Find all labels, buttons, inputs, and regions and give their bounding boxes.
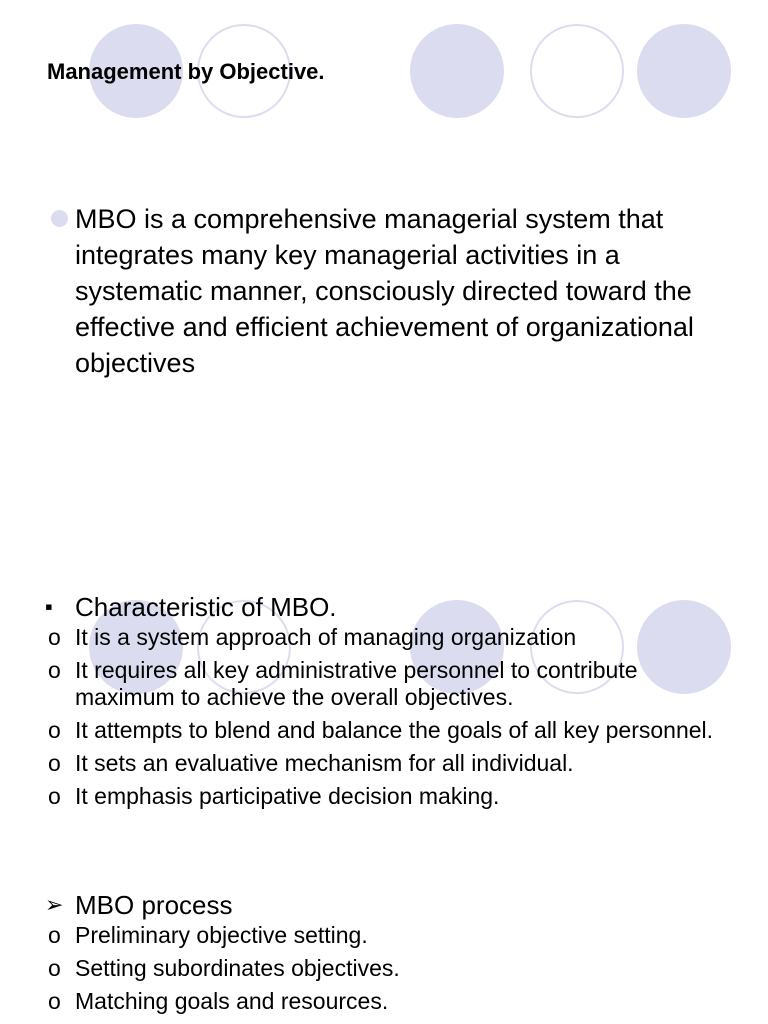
circle-bullet-icon: o <box>48 955 61 981</box>
characteristics-heading-text: Characteristic of MBO. <box>75 592 337 622</box>
process-heading <box>45 888 735 922</box>
process-heading-text: MBO process <box>75 890 233 920</box>
list-item-text: Preliminary objective setting. <box>75 922 368 948</box>
process-list <box>45 922 735 1015</box>
circle-bullet-icon: o <box>48 750 61 776</box>
list-item <box>45 717 735 744</box>
circle-bullet-icon: o <box>48 717 61 743</box>
list-item-text: It emphasis participative decision making. <box>75 783 500 809</box>
list-item <box>45 922 735 949</box>
page-title: Management by Objective. <box>47 59 325 84</box>
list-item <box>45 624 735 651</box>
list-item-text: It requires all key administrative personnel to contribute maximum to achieve the overall objectives. <box>75 657 638 710</box>
characteristics-list <box>45 624 735 810</box>
characteristics-heading <box>45 590 735 624</box>
bullet-dot-icon <box>51 210 68 227</box>
list-item-text: Setting subordinates objectives. <box>75 955 400 981</box>
circle-bullet-icon: o <box>48 922 61 948</box>
decor-circle <box>530 24 624 118</box>
process-section <box>45 888 735 1021</box>
characteristics-section <box>45 590 735 816</box>
decor-circle <box>637 24 731 118</box>
list-item-text: It sets an evaluative mechanism for all individual. <box>75 750 574 776</box>
list-item <box>45 955 735 982</box>
circle-bullet-icon: o <box>48 624 61 650</box>
list-item-text: Matching goals and resources. <box>75 988 389 1014</box>
arrow-bullet-icon: ➢ <box>45 892 64 917</box>
circle-bullet-icon: o <box>48 657 61 683</box>
mbo-definition-text: MBO is a comprehensive managerial system that integrates many key managerial activities in a systematic manner, consciously directed toward the effective and efficient achievement of organizational objectives <box>75 204 694 378</box>
list-item <box>45 783 735 810</box>
list-item <box>45 988 735 1015</box>
circle-bullet-icon: o <box>48 783 61 809</box>
decor-circle <box>410 24 504 118</box>
square-bullet-icon: ▪ <box>45 594 53 619</box>
circle-bullet-icon: o <box>48 988 61 1014</box>
list-item-text: It attempts to blend and balance the goals of all key personnel. <box>75 717 714 743</box>
list-item <box>45 750 735 777</box>
mbo-definition <box>47 201 727 381</box>
list-item <box>45 657 735 711</box>
list-item-text: It is a system approach of managing organization <box>75 624 577 650</box>
